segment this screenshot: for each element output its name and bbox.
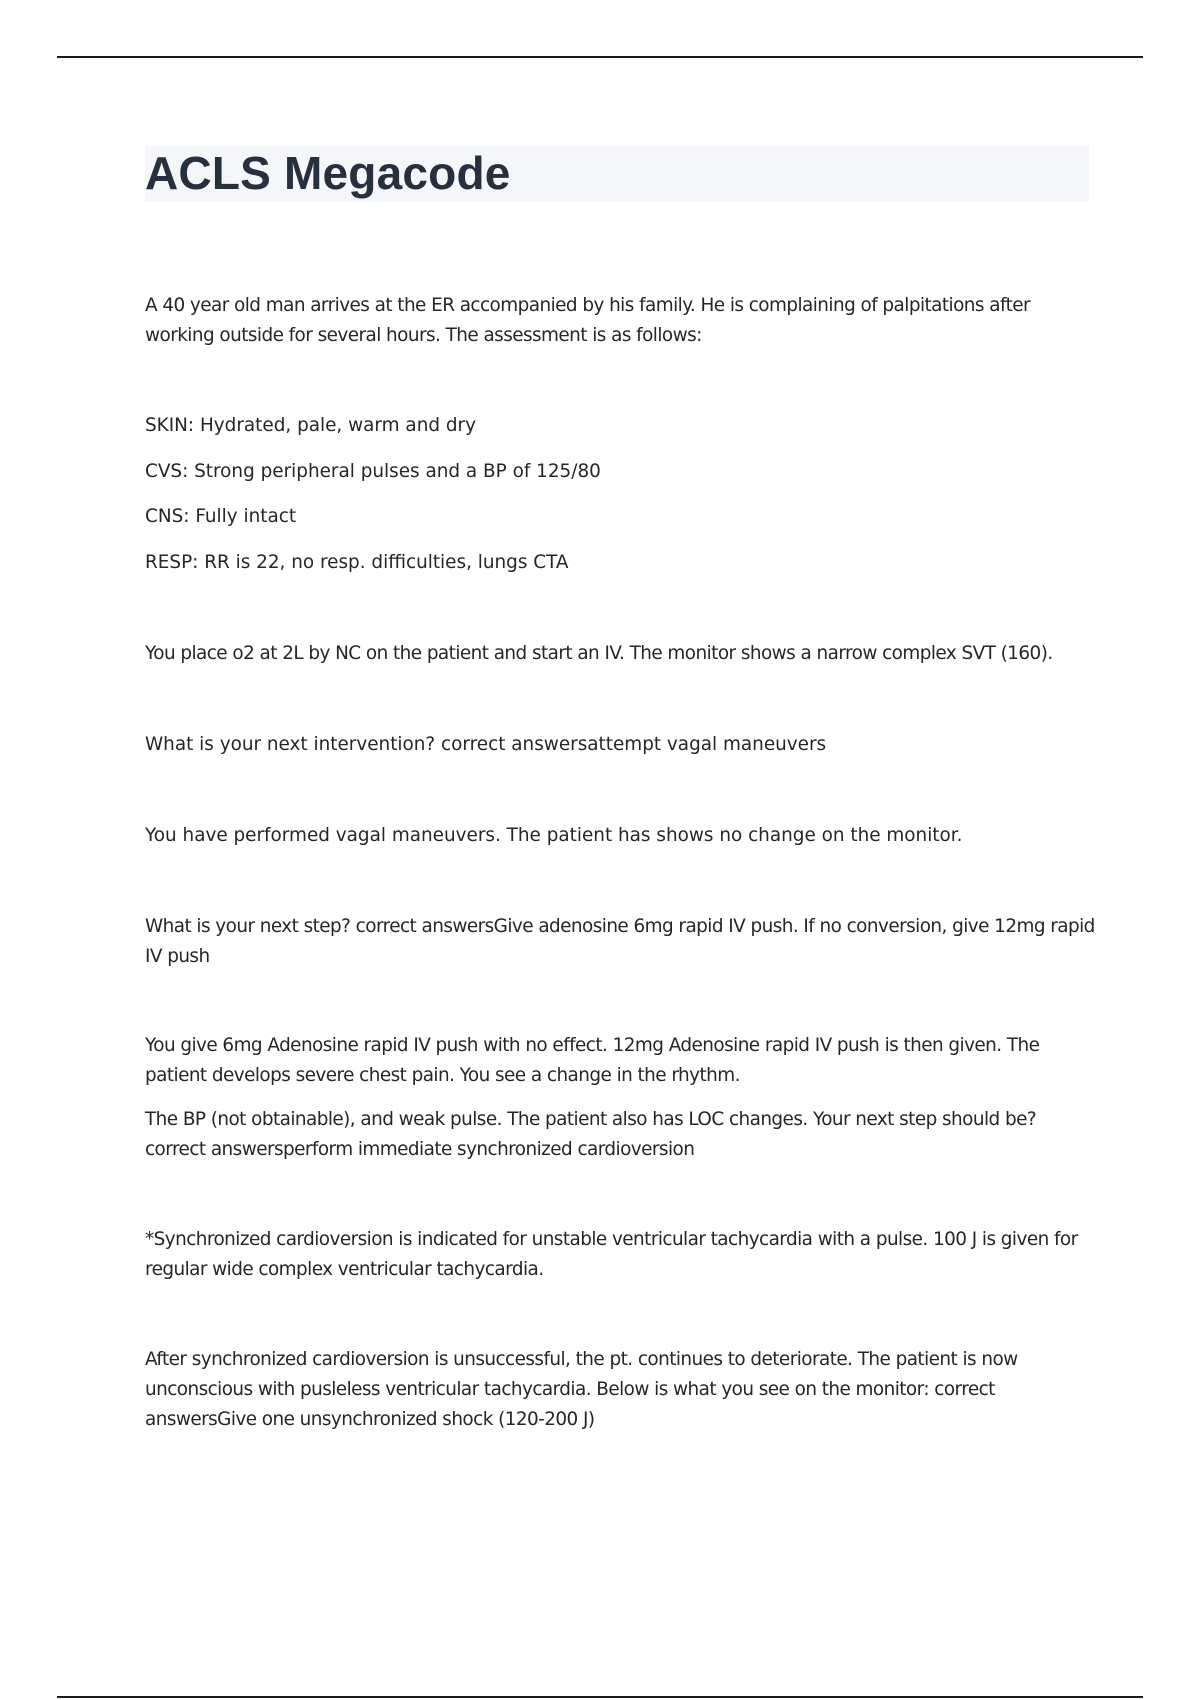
question-next-intervention: What is your next intervention? correct answersattempt vagal maneuvers (145, 734, 827, 755)
assessment-cvs: CVS: Strong peripheral pulses and a BP of 125/80 (145, 461, 601, 482)
monitor-paragraph: You place o2 at 2L by NC on the patient and start an IV. The monitor shows a narrow complex SVT (160). (145, 643, 1053, 664)
adenosine-paragraph: You give 6mg Adenosine rapid IV push with no effect. 12mg Adenosine rapid IV push is then given. The patient develops severe chest pain. You see a change in the rhythm. (145, 1035, 1040, 1086)
top-divider (57, 56, 1143, 58)
assessment-cns: CNS: Fully intact (145, 506, 297, 527)
intro-paragraph: A 40 year old man arrives at the ER accompanied by his family. He is complaining of palpitations after working outside for several hours. The assessment is as follows: (145, 295, 1031, 346)
assessment-resp: RESP: RR is 22, no resp. difficulties, lungs CTA (145, 552, 569, 573)
pulseless-vt-paragraph: After synchronized cardioversion is unsuccessful, the pt. continues to deteriorate. The patient is now unconscious with pusleless ventricular tachycardia. Below is what you see on the monitor: correct answersGive one unsynchronized shock (120-200 J) (145, 1349, 1018, 1430)
bottom-divider (57, 1696, 1143, 1698)
question-next-step: What is your next step? correct answersGive adenosine 6mg rapid IV push. If no conversion, give 12mg rapid IV push (145, 916, 1095, 967)
assessment-skin: SKIN: Hydrated, pale, warm and dry (145, 415, 476, 436)
cardioversion-note: *Synchronized cardioversion is indicated for unstable ventricular tachycardia with a pulse. 100 J is given for regular wide complex ventricular tachycardia. (145, 1229, 1078, 1280)
page-title: ACLS Megacode (145, 147, 511, 199)
vagal-paragraph: You have performed vagal maneuvers. The patient has shows no change on the monitor. (145, 825, 963, 846)
cardioversion-question: The BP (not obtainable), and weak pulse. The patient also has LOC changes. Your next step should be? correct answersperform immediate synchronized cardioversion (145, 1109, 1037, 1160)
